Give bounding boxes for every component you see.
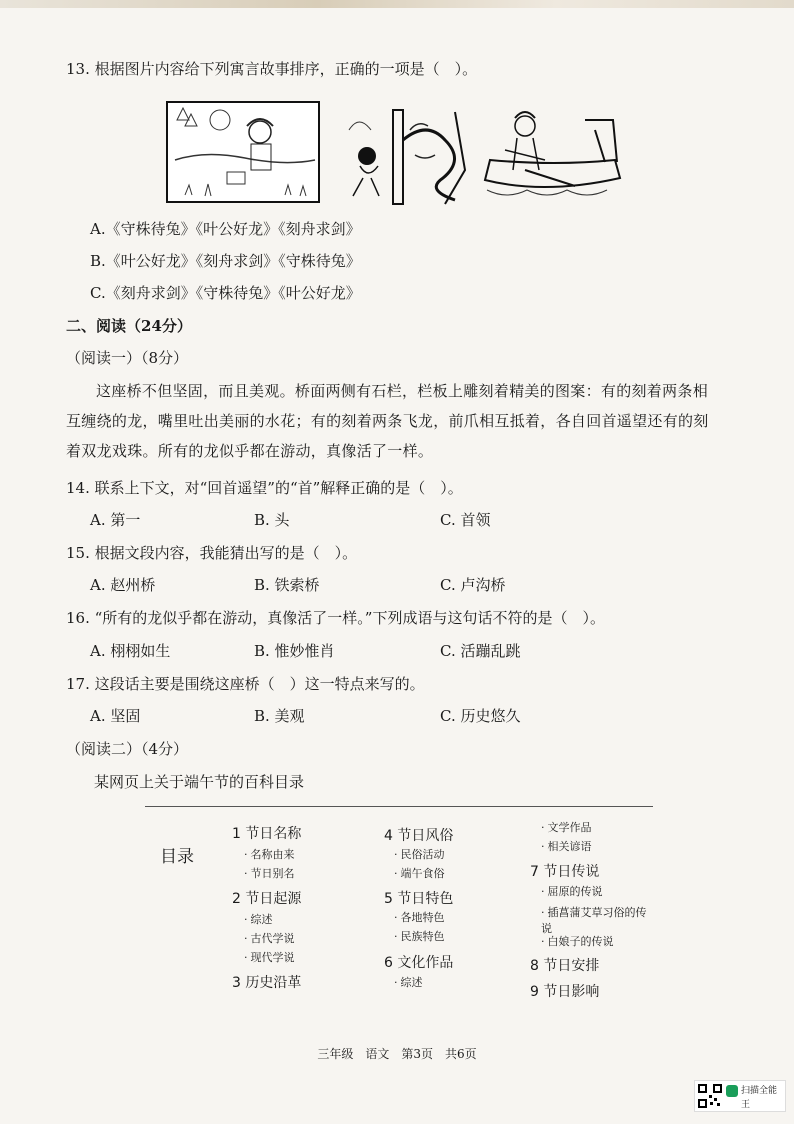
toc-sub-item[interactable]: · 各地特色 — [394, 910, 445, 926]
toc-item-8[interactable]: 8 节日安排 — [530, 958, 600, 974]
toc-sub-item[interactable]: · 插菖蒲艾草习俗的传说 — [541, 905, 653, 937]
toc-sub-item[interactable]: · 古代学说 — [244, 931, 295, 947]
toc-item-2[interactable]: 2 节日起源 — [232, 891, 302, 907]
q14-option-c: C. 首领 — [440, 511, 491, 529]
reading2-title: （阅读二）（4分） — [66, 740, 189, 758]
toc-item-3[interactable]: 3 历史沿革 — [232, 975, 302, 991]
toc-sub-item[interactable]: · 相关谚语 — [541, 839, 592, 855]
fable-pictures — [165, 100, 625, 210]
q15-option-a: A. 赵州桥 — [90, 576, 156, 594]
toc-sub-item[interactable]: · 节日别名 — [244, 866, 295, 882]
toc-sub-item[interactable]: · 综述 — [394, 975, 423, 991]
q15-option-b: B. 铁索桥 — [254, 576, 320, 594]
toc-sub-item[interactable]: · 综述 — [244, 912, 273, 928]
q17-option-c: C. 历史悠久 — [440, 707, 521, 725]
toc-item-4[interactable]: 4 节日风俗 — [384, 828, 454, 844]
question-13: 13. 根据图片内容给下列寓言故事排序，正确的一项是（ ）。 — [66, 60, 478, 78]
passage-line-3: 着双龙戏珠。所有的龙似乎都在游动，真像活了一样。 — [66, 442, 434, 460]
question-17: 17. 这段话主要是围绕这座桥（ ）这一特点来写的。 — [66, 675, 425, 693]
q16-option-a: A. 栩栩如生 — [90, 642, 171, 660]
reading1-title: （阅读一）（8分） — [66, 349, 189, 367]
passage-line-1: 这座桥不但坚固，而且美观。桥面两侧有石栏，栏板上雕刻着精美的图案：有的刻着两条相 — [96, 382, 709, 400]
cs-logo-icon — [726, 1085, 738, 1097]
page-footer: 三年级 语文 第3页 共6页 — [317, 1047, 477, 1061]
toc-sub-item[interactable]: · 文学作品 — [541, 820, 592, 836]
question-16: 16. “所有的龙似乎都在游动，真像活了一样。”下列成语与这句话不符的是（ ）。 — [66, 609, 605, 627]
fable-picture-boat — [485, 112, 620, 195]
fable-picture-dragon — [349, 110, 465, 204]
q16-option-c: C. 活蹦乱跳 — [440, 642, 521, 660]
toc-sub-item[interactable]: · 屈原的传说 — [541, 884, 603, 900]
toc-sub-item[interactable]: · 现代学说 — [244, 950, 295, 966]
q15-option-c: C. 卢沟桥 — [440, 576, 506, 594]
q14-option-b: B. 头 — [254, 511, 290, 529]
scanner-watermark — [694, 1080, 786, 1112]
toc-sub-item[interactable]: · 民族特色 — [394, 929, 445, 945]
q14-option-a: A. 第一 — [90, 511, 141, 529]
toc-item-6[interactable]: 6 文化作品 — [384, 955, 454, 971]
toc-item-9[interactable]: 9 节日影响 — [530, 984, 600, 1000]
reading1-passage — [66, 376, 738, 466]
reading2-intro: 某网页上关于端午节的百科目录 — [94, 773, 305, 791]
passage-line-2: 互缠绕的龙，嘴里吐出美丽的水花；有的刻着两条飞龙，前爪相互抵着，各自回首遥望还有的刻 — [66, 412, 709, 430]
q17-option-b: B. 美观 — [254, 707, 305, 725]
q16-option-b: B. 惟妙惟肖 — [254, 642, 335, 660]
q17-option-a: A. 坚固 — [90, 707, 141, 725]
q13-option-a: A.《守株待兔》《叶公好龙》《刻舟求剑》 — [90, 220, 361, 238]
q13-option-b: B.《叶公好龙》《刻舟求剑》《守株待兔》 — [90, 252, 361, 270]
toc-sub-item[interactable]: · 民俗活动 — [394, 847, 445, 863]
toc-divider — [145, 806, 653, 807]
scanner-app-name: 扫描全能王 — [741, 1086, 778, 1110]
question-14: 14. 联系上下文，对“回首遥望”的“首”解释正确的是（ ）。 — [66, 479, 463, 497]
toc-sub-item[interactable]: · 端午食俗 — [394, 866, 445, 882]
toc-item-1[interactable]: 1 节日名称 — [232, 826, 302, 842]
toc-item-7[interactable]: 7 节日传说 — [530, 864, 600, 880]
question-15: 15. 根据文段内容，我能猜出写的是（ ）。 — [66, 544, 358, 562]
section-reading-heading: 二、阅读（24分） — [66, 317, 192, 335]
qr-code-icon — [698, 1084, 722, 1108]
toc-item-5[interactable]: 5 节日特色 — [384, 891, 454, 907]
toc-sub-item[interactable]: · 名称由来 — [244, 847, 295, 863]
q13-option-c: C.《刻舟求剑》《守株待兔》《叶公好龙》 — [90, 284, 361, 302]
fable-picture-rabbit — [167, 102, 319, 202]
page-top-edge — [0, 0, 794, 8]
toc-sub-item[interactable]: · 白娘子的传说 — [541, 934, 614, 950]
toc-title: 目录 — [160, 847, 194, 867]
